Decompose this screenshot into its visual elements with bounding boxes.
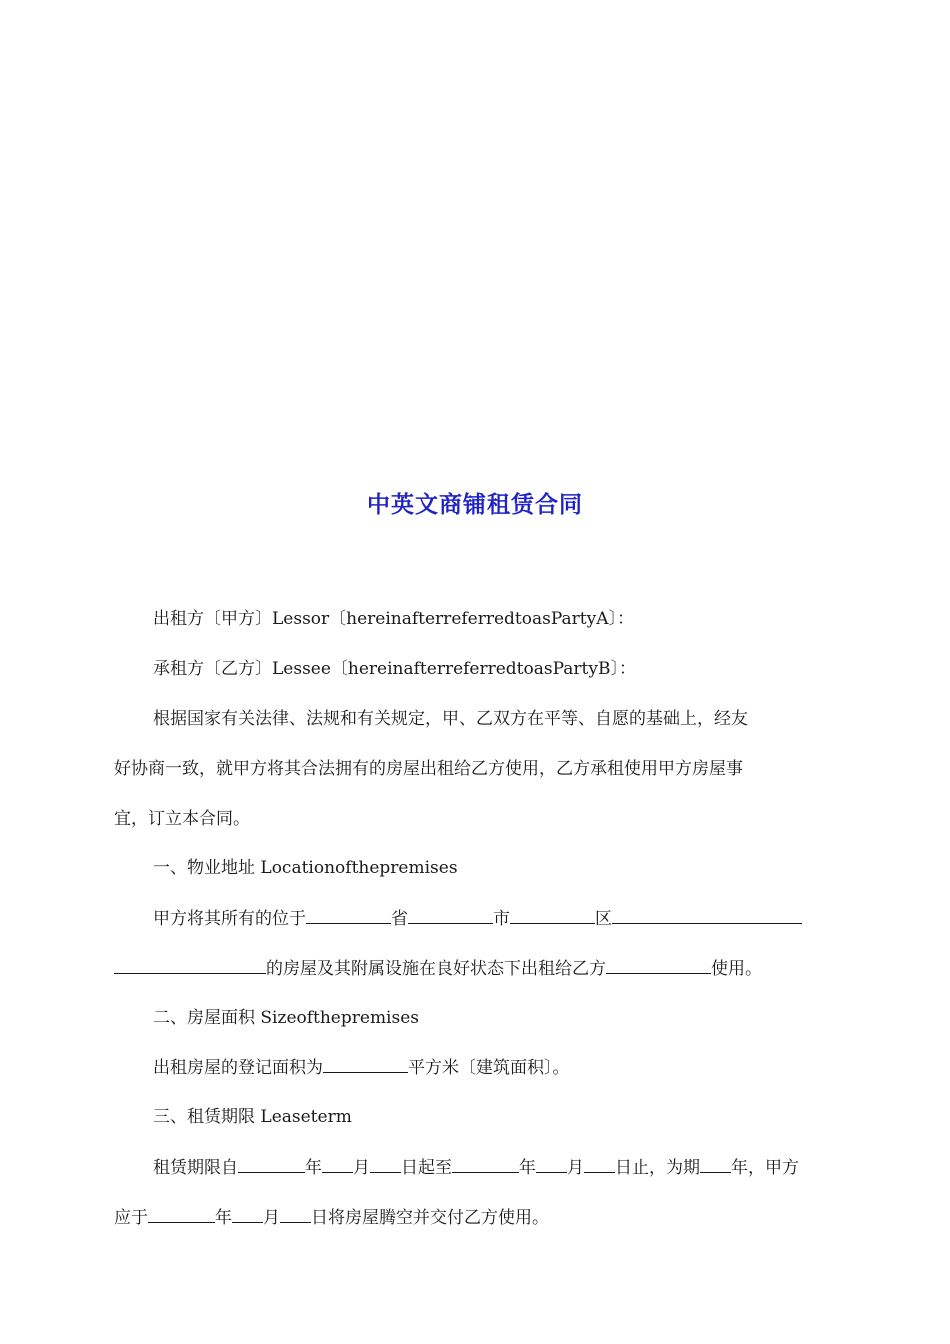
section-1-address-line-2: [114, 956, 838, 981]
text-segment: 日止，为期: [615, 1158, 700, 1178]
lessor-line: 出租方〔甲方〕Lessor〔hereinafterreferredtoasPartyA〕：: [153, 609, 634, 629]
text-segment: 月: [263, 1208, 280, 1228]
text-segment: 日将房屋腾空并交付乙方使用。: [311, 1208, 549, 1228]
term-years-blank[interactable]: [700, 1155, 731, 1173]
address-blank[interactable]: [612, 906, 802, 924]
handover-month-blank[interactable]: [232, 1205, 263, 1223]
text-segment: 甲方将其所有的位于: [153, 909, 306, 929]
text-segment: 省: [391, 909, 408, 929]
end-day-blank[interactable]: [584, 1155, 615, 1173]
text-segment: 年: [519, 1158, 536, 1178]
city-blank[interactable]: [408, 906, 493, 924]
section-2-heading: 二、房屋面积 Sizeofthepremises: [153, 1008, 420, 1028]
start-day-blank[interactable]: [370, 1155, 401, 1173]
text-segment: 年: [215, 1208, 232, 1228]
text-segment: 日起至: [401, 1158, 452, 1178]
section-1-heading: 一、物业地址 Locationofthepremises: [153, 858, 458, 878]
area-blank[interactable]: [323, 1055, 408, 1073]
text-segment: 平方米〔建筑面积〕。: [408, 1058, 570, 1078]
text-segment: 租赁期限自: [153, 1158, 238, 1178]
district-blank[interactable]: [510, 906, 595, 924]
end-year-blank[interactable]: [452, 1155, 519, 1173]
lessee-line: 承租方〔乙方〕Lessee〔hereinafterreferredtoasPartyB〕：: [153, 659, 636, 679]
text-segment: 出租房屋的登记面积为: [153, 1058, 323, 1078]
text-segment: 月: [567, 1158, 584, 1178]
address-continued-blank[interactable]: [114, 956, 266, 974]
section-3-term-line-1: [114, 1155, 838, 1180]
text-segment: 月: [353, 1158, 370, 1178]
section-3-heading: 三、租赁期限 Leaseterm: [153, 1107, 352, 1127]
preamble-line-2: 好协商一致，就甲方将其合法拥有的房屋出租给乙方使用，乙方承租使用甲方房屋事: [114, 759, 743, 779]
start-month-blank[interactable]: [322, 1155, 353, 1173]
end-month-blank[interactable]: [536, 1155, 567, 1173]
preamble-line-1: 根据国家有关法律、法规和有关规定，甲、乙双方在平等、自愿的基础上，经友: [153, 709, 748, 729]
handover-year-blank[interactable]: [148, 1205, 215, 1223]
section-3-term-line-2: [114, 1205, 838, 1230]
start-year-blank[interactable]: [238, 1155, 305, 1173]
section-2-area-line: [114, 1055, 838, 1080]
text-segment: 市: [493, 909, 510, 929]
text-segment: 使用。: [711, 959, 762, 979]
text-segment: 的房屋及其附属设施在良好状态下出租给乙方: [266, 959, 606, 979]
text-segment: 区: [595, 909, 612, 929]
handover-day-blank[interactable]: [280, 1205, 311, 1223]
document-title: 中英文商铺租赁合同: [367, 492, 583, 518]
text-segment: 年: [305, 1158, 322, 1178]
usage-blank[interactable]: [606, 956, 711, 974]
province-blank[interactable]: [306, 906, 391, 924]
text-segment: 年，甲方: [731, 1158, 799, 1178]
preamble-line-3: 宜，订立本合同。: [114, 809, 250, 829]
text-segment: 应于: [114, 1208, 148, 1228]
section-1-address-line-1: [114, 906, 838, 931]
